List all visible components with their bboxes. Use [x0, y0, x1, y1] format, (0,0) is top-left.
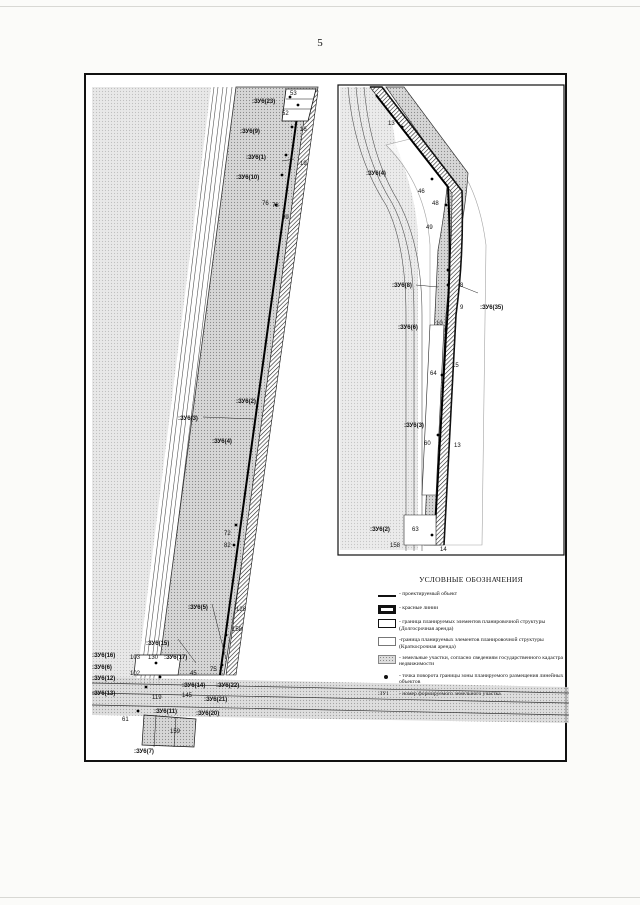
- map-label: 103: [130, 655, 141, 661]
- inset-label: 64: [430, 371, 437, 377]
- map-label: :ЗУ6(7): [134, 749, 154, 755]
- inset-label: 13: [388, 121, 395, 127]
- inset-label: 158: [390, 543, 401, 549]
- dot-icon: [378, 673, 396, 682]
- legend-text: - проектируемый объект: [399, 591, 458, 598]
- map-label: :ЗУ6(14): [182, 683, 206, 689]
- map-label: :ЗУ6(5): [188, 605, 208, 611]
- map-label: :ЗУ6(12): [92, 676, 116, 682]
- inset-label: :ЗУ6(35): [480, 305, 504, 311]
- map-label: 130: [148, 655, 159, 661]
- map-label: :ЗУ6(11): [154, 709, 177, 715]
- map-label: :ЗУ6(1): [246, 155, 266, 161]
- map-label: :ЗУ6(22): [216, 683, 240, 689]
- legend-item-long-term-boundary: [378, 619, 564, 632]
- map-label: :ЗУ6(16): [92, 653, 116, 659]
- map-label: 102: [130, 671, 141, 677]
- legend-text: - точка поворота границы зоны планируемого размещения линейных объектов: [399, 672, 564, 686]
- inset-label: :ЗУ6(2): [370, 527, 390, 533]
- inset-label: 48: [432, 201, 439, 207]
- map-label: 16: [300, 127, 307, 133]
- legend-text: -граница планируемых элементов планировочной структуры (Краткосрочная аренда): [399, 637, 544, 650]
- dotted-box-icon: [378, 655, 396, 664]
- legend-text: - номер формируемого земельного участка: [399, 690, 501, 697]
- inset-label: 13: [454, 443, 461, 449]
- map-label: 19: [300, 161, 307, 167]
- map-label: 45: [190, 671, 197, 677]
- inset-label: 60: [424, 441, 431, 447]
- inset-label: 8: [460, 283, 464, 289]
- page-number: 5: [317, 37, 323, 49]
- map-label: :ЗУ6(13): [92, 691, 116, 697]
- inset-label: 15: [452, 363, 459, 369]
- inset-label: :ЗУ6(8): [392, 283, 412, 289]
- map-label: 99: [282, 215, 289, 221]
- map-label: 72: [224, 531, 231, 537]
- inset-map: [338, 85, 564, 555]
- legend-item-plot-number: [378, 691, 564, 697]
- legend-item-turning-point: [378, 673, 564, 686]
- inset-label: 63: [412, 527, 419, 533]
- map-label: 128: [236, 607, 247, 613]
- legend-title: УСЛОВНЫЕ ОБОЗНАЧЕНИЯ: [419, 575, 523, 584]
- inset-label: 10: [436, 321, 443, 327]
- legend-text: - красные линии: [399, 605, 439, 612]
- map-label: 53: [290, 91, 297, 97]
- map-label: 61: [122, 717, 129, 723]
- legend-item-cadastral-plots: [378, 655, 564, 668]
- map-label: 119: [152, 695, 162, 701]
- inset-label: 49: [426, 225, 433, 231]
- map-label: :ЗУ6(15): [146, 641, 170, 647]
- outline-box-icon: [378, 619, 396, 628]
- map-label: :ЗУ6(2): [236, 399, 256, 405]
- outline-box-light-icon: [378, 637, 396, 646]
- map-label: :ЗУ6(17): [164, 655, 188, 661]
- map-frame: [84, 73, 567, 762]
- thick-line-icon: [378, 591, 396, 600]
- inset-label: :ЗУ6(4): [366, 171, 386, 177]
- inset-label: :ЗУ6(3): [404, 423, 424, 429]
- map-label: :ЗУ6(23): [252, 99, 276, 105]
- map-label: 159: [170, 729, 181, 735]
- map-label: :ЗУ6(20): [196, 711, 220, 717]
- map-label: :ЗУ6(4): [212, 439, 232, 445]
- map-label: :ЗУ6(10): [236, 175, 260, 181]
- map-label: 76: [262, 201, 269, 207]
- legend-item-red-lines: [378, 605, 564, 614]
- legend-text: - земельные участки, согласно сведениям государственного кадастра недвижимости: [399, 655, 563, 668]
- map-label: 82: [224, 543, 231, 549]
- map-label: :ЗУ6(6): [92, 665, 112, 671]
- map-label: 158: [232, 627, 243, 633]
- map-label: 78: [272, 203, 279, 209]
- legend-item-projected-object: [378, 591, 564, 600]
- map-label: 52: [282, 111, 289, 117]
- plot-number-symbol: :ЗУ1: [378, 690, 389, 697]
- inset-label: 9: [460, 305, 464, 311]
- map-label: 75: [210, 667, 217, 673]
- red-line-box-icon: [378, 605, 396, 614]
- inset-label: 14: [440, 547, 447, 553]
- map-label: :ЗУ6(21): [204, 697, 228, 703]
- map-label: :ЗУ6(3): [178, 416, 198, 422]
- legend: [378, 577, 564, 702]
- map-label: :ЗУ6(9): [240, 129, 260, 135]
- legend-item-short-term-boundary: [378, 637, 564, 650]
- map-label: 145: [182, 693, 193, 699]
- inset-label: 46: [418, 189, 425, 195]
- inset-label: :ЗУ6(6): [398, 325, 418, 331]
- legend-text: - граница планируемых элементов планировочной структуры (Долгосрочная аренда): [399, 619, 546, 632]
